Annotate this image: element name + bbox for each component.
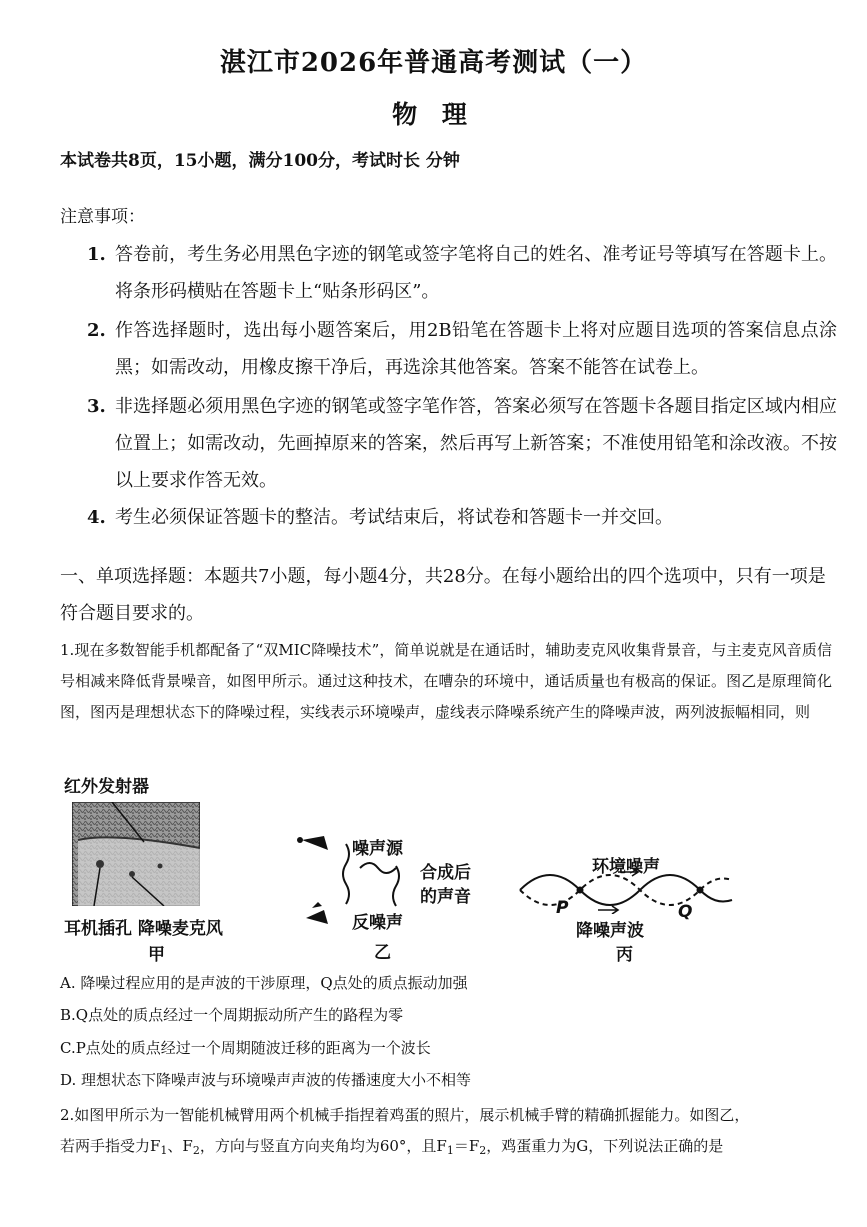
q2-text-c: ，鸡蛋重力为G，下列说法正确的是 bbox=[486, 1137, 724, 1155]
fig-bing-point-p: P bbox=[556, 898, 569, 918]
fig-jia-caption: 甲 bbox=[148, 945, 165, 965]
notice-number: 1. bbox=[87, 244, 106, 265]
notice-text: 非选择题必须用黑色字迹的钢笔或签字笔作答，答案必须写在答题卡各题目指定区域内相应位置上；如需改动，先画掉原来的答案，然后再写上新答案；不准使用铅笔和涂改液。不按以上要求作答无效。 bbox=[115, 396, 837, 491]
notice-text: 作答选择题时，选出每小题答案后，用2B铅笔在答题卡上将对应题目选项的答案信息点涂黑；如需改动，用橡皮擦干净后，再选涂其他答案。答案不能答在试卷上。 bbox=[115, 320, 837, 378]
phone-photo-image bbox=[72, 802, 200, 906]
q2-sub: 1 bbox=[446, 1144, 454, 1157]
q2-sub: 2 bbox=[192, 1144, 200, 1157]
option-d: D. 理想状态下降噪声波与环境噪声声波的传播速度大小不相等 bbox=[60, 1071, 472, 1089]
q2-text-a: 若两手指受力F bbox=[60, 1137, 161, 1155]
fig-bing-anti: 降噪声波 bbox=[576, 921, 644, 941]
option-c: C.P点处的质点经过一个周期随波迁移的距离为一个波长 bbox=[60, 1039, 431, 1057]
fig-bing-caption: 丙 bbox=[616, 945, 633, 965]
notice-number: 2. bbox=[87, 320, 106, 341]
notice-item bbox=[87, 388, 837, 499]
question-1-stem: 1.现在多数智能手机都配备了“双MIC降噪技术”，简单说就是在通话时，辅助麦克风收集背景音，与主麦克风音质信号相减来降低背景噪音，如图甲所示。通过这种技术，在嘈杂的环境中，通话质量也有极高的保证。图乙是原理简化图，图丙是理想状态下的降噪过程，实线表示环境噪声，虚线表示降噪系统产生的降噪声波，两列波振幅相同，则 bbox=[60, 641, 832, 721]
notice-item bbox=[87, 236, 837, 310]
fig-yi-anti: 反噪声 bbox=[352, 913, 403, 933]
option-a: A. 降噪过程应用的是声波的干涉原理，Q点处的质点振动加强 bbox=[60, 974, 468, 992]
section-heading: 一、单项选择题：本题共7小题，每小题4分，共28分。在每小题给出的四个选项中，只有一项是符合题目要求的。 bbox=[60, 566, 826, 624]
notice-text: 考生必须保证答题卡的整洁。考试结束后，将试卷和答题卡一并交回。 bbox=[115, 507, 673, 528]
notice-number: 4. bbox=[87, 507, 106, 528]
fig-jia-top-label: 红外发射器 bbox=[64, 777, 149, 797]
fig-yi-combined-1: 合成后 bbox=[420, 863, 471, 883]
q2-sub: 1 bbox=[160, 1144, 168, 1157]
q2-eq: ＝F bbox=[453, 1137, 480, 1155]
wave-diagram bbox=[514, 864, 744, 914]
subject-title: 物 理 bbox=[392, 100, 475, 129]
fig-jia-bottom-label: 耳机插孔 降噪麦克风 bbox=[64, 919, 223, 939]
fig-yi-source: 噪声源 bbox=[352, 839, 403, 859]
notice-text: 答卷前，考生务必用黑色字迹的钢笔或签字笔将自己的姓名、准考证号等填写在答题卡上。将条形码横贴在答题卡上“贴条形码区”。 bbox=[115, 244, 837, 302]
fig-yi-caption: 乙 bbox=[374, 943, 391, 963]
fig-bing-env: 环境噪声 bbox=[592, 857, 660, 877]
notice-number: 3. bbox=[87, 396, 106, 417]
q2-text-b: ，方向与竖直方向夹角均为60°，且F bbox=[199, 1137, 447, 1155]
fig-bing-point-q: Q bbox=[678, 902, 693, 922]
notice-item bbox=[87, 499, 837, 536]
notice-heading: 注意事项： bbox=[60, 207, 145, 227]
exam-info: 本试卷共8页，15小题，满分100分，考试时长 分钟 bbox=[60, 151, 460, 171]
q2-sub: 2 bbox=[479, 1144, 487, 1157]
question-2-line1: 2.如图甲所示为一智能机械臂用两个机械手指捏着鸡蛋的照片，展示机械手臂的精确抓握能力。如图乙， bbox=[60, 1106, 750, 1124]
fig-yi-combined-2: 的声音 bbox=[420, 887, 471, 907]
option-b: B.Q点处的质点经过一个周期振动所产生的路程为零 bbox=[60, 1006, 404, 1024]
question-2-line2 bbox=[60, 1135, 723, 1157]
notice-item bbox=[87, 312, 837, 386]
exam-title: 湛江市2026年普通高考测试（一） bbox=[219, 48, 648, 78]
q2-sep: 、F bbox=[167, 1137, 193, 1155]
